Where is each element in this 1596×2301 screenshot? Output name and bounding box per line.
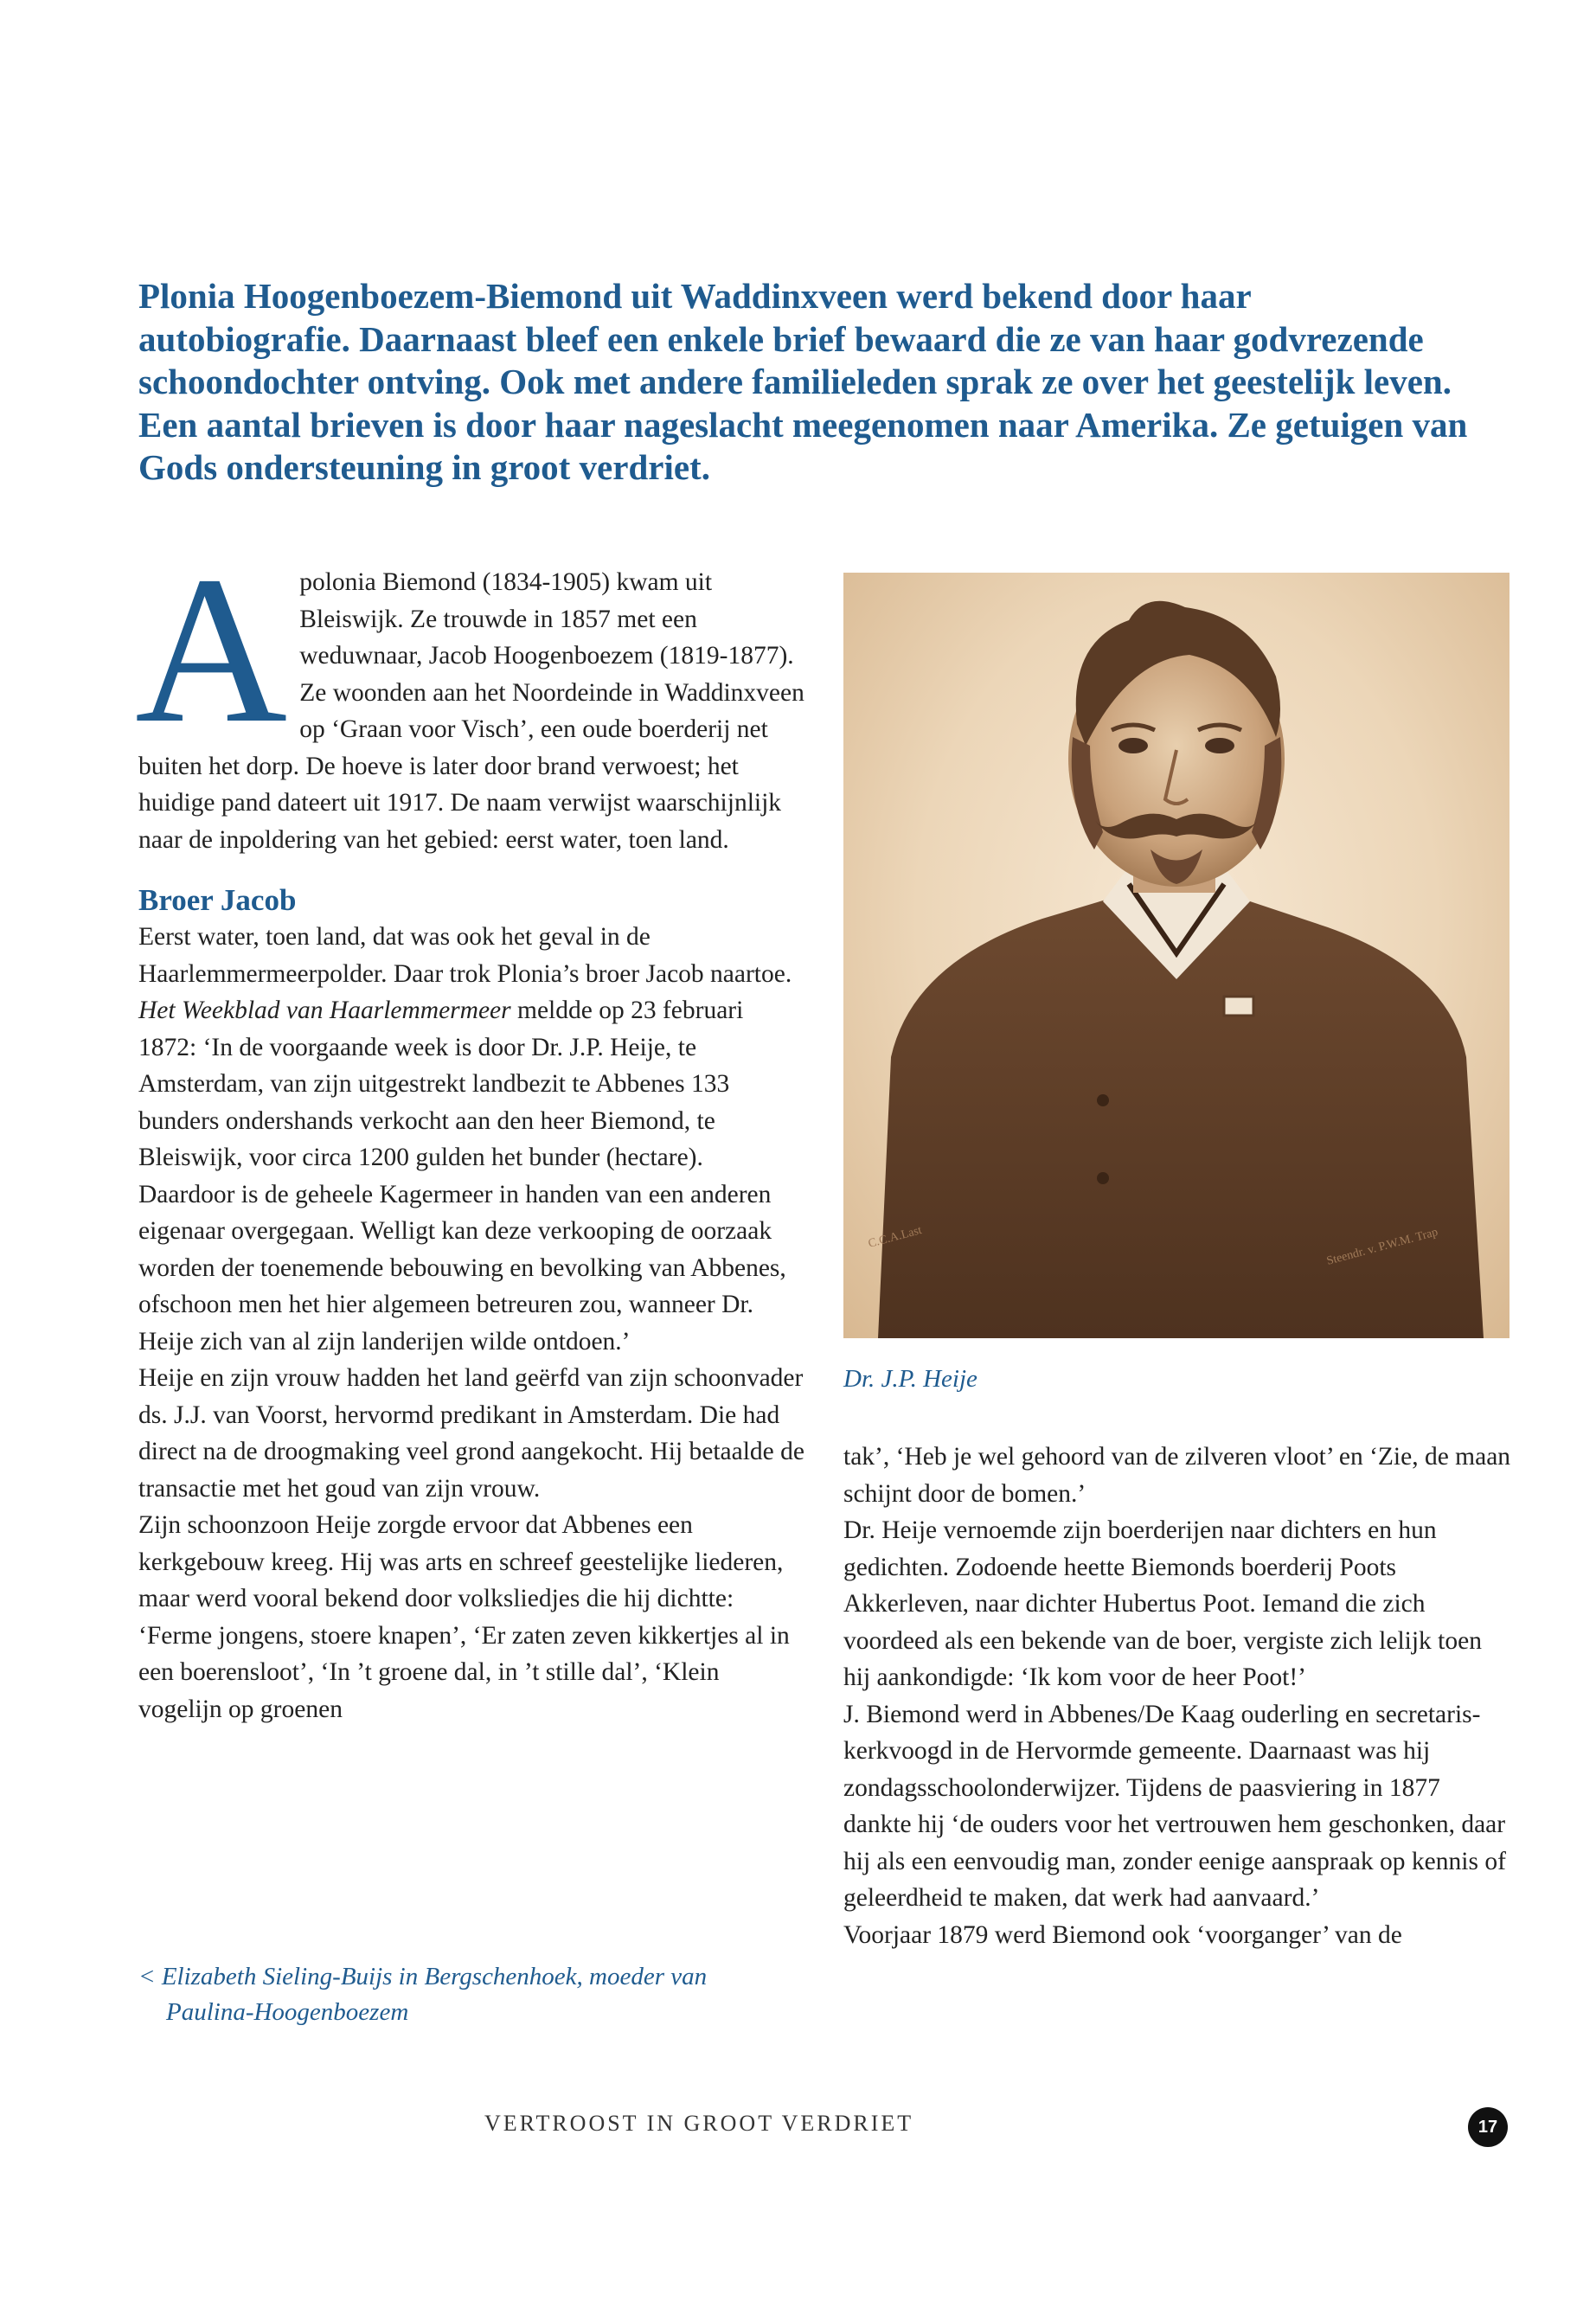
body-text: Eerst water, toen land, dat was ook het geval in de Haarlemmermeerpolder. Daar trok Plonia’s broer Jacob naartoe. [138,923,792,988]
image-caption [138,1959,813,2030]
intro-paragraph: Plonia Hoogenboezem-Biemond uit Waddinxveen werd bekend door haar autobiografie. Daarnaast bleef een enkele brief bewaard die ze van haar godvrezende schoondochter ontving. Ook met andere familieleden sprak ze over het geestelijk leven. Een aantal brieven is door haar nageslacht meegenomen naar Amerika. Ze getuigen van Gods ondersteuning in groot verdriet. [138,276,1468,487]
left-column [135,533,804,1727]
section-heading: Broer Jacob [138,883,297,917]
portrait-photo [843,573,1509,1338]
portrait-illustration [843,573,1509,1338]
running-title: VERTROOST IN GROOT VERDRIET [484,2111,914,2136]
drop-cap: A [135,533,288,766]
body-text: meldde op 23 februari 1872: ‘In de voorgaande week is door Dr. J.P. Heije, te Amsterdam, van zijn uitgestrekt landbezit te Abbenes 133 bunders ondershands verkocht aan den heer Biemond, te Bleiswijk, voor circa 1200 gulden het bunder (hectare). Daardoor is de geheele Kagermeer in handen van een anderen eigenaar overgegaan. Welligt kan deze verkooping de oorzaak worden der toenemende bebouwing en bevolking van Abbenes, ofschoon men het hier algemeen betreuren zou, wanneer Dr. Heije zich van al zijn landerijen wilde ontdoen.’ [138,997,786,1356]
svg-text:C.C.A.Last: C.C.A.Last [867,1223,924,1251]
body-paragraph: Dr. Heije vernoemde zijn boerderijen naar dichters en hun gedichten. Zodoende heette Biemonds boerderij Poots Akkerleven, naar dichter Hubertus Poot. Iemand die zich voordeed als een bekende van de boer, vergiste zich lelijk toen hij aankondigde: ‘Ik kom voor de heer Poot!’ [843,1516,1482,1691]
svg-text:Steendr. v. P.W.M. Trap: Steendr. v. P.W.M. Trap [1325,1226,1439,1268]
body-paragraph [138,919,804,1360]
image-caption-line: Paulina-Hoogenboezem [166,1998,409,2026]
lead-paragraph: polonia Biemond (1834-1905) kwam uit Bleiswijk. Ze trouwde in 1857 met een weduwnaar, Jacob Hoogenboezem (1819-1877). Ze woonden aan het Noordeinde in Waddinxveen op ‘Graan voor Visch’, een oude boerderij net buiten het dorp. De hoeve is later door brand verwoest; het huidige pand dateert uit 1917. De naam verwijst waarschijnlijk naar de inpoldering van het gebied: eerst water, toen land. [138,568,804,854]
page-number: 17 [1468,2107,1508,2147]
image-caption-line: < Elizabeth Sieling-Buijs in Bergschenhoek, moeder van [138,1963,708,1990]
body-paragraph: Voorjaar 1879 werd Biemond ook ‘voorganger’ van de [843,1920,1402,1949]
right-column [843,1439,1514,1953]
body-paragraph: tak’, ‘Heb je wel gehoord van de zilveren vloot’ en ‘Zie, de maan schijnt door de bomen.’ [843,1443,1511,1508]
body-paragraph: Heije en zijn vrouw hadden het land geërfd van zijn schoonvader ds. J.J. van Voorst, hervormd predikant in Amsterdam. Die had direct na de droogmaking veel grond aangekocht. Hij betaalde de transactie met het goud van zijn vrouw. [138,1364,804,1503]
body-paragraph: Zijn schoonzoon Heije zorgde ervoor dat Abbenes een kerkgebouw kreeg. Hij was arts en schreef geestelijke liederen, maar werd vooral bekend door volksliedjes die hij dichtte: ‘Ferme jongens, stoere knapen’, ‘Er zaten zeven kikkertjes al in een boerensloot’, ‘In ’t groene dal, in ’t stille dal’, ‘Klein vogelijn op groenen [138,1511,790,1723]
photo-caption: Dr. J.P. Heije [843,1365,977,1393]
body-paragraph: J. Biemond werd in Abbenes/De Kaag ouderling en secretaris-kerkvoogd in de Hervormde gemeente. Daarnaast was hij zondagsschoolonderwijzer. Tijdens de paasviering in 1877 dankte hij ‘de ouders voor het vertrouwen hem geschonken, daar hij als een eenvoudig man, zonder eenige aanspraak op kennis of geleerdheid te maken, dat werk had aanvaard.’ [843,1700,1506,1912]
publication-title: Het Weekblad van Haarlemmermeer [138,997,511,1024]
